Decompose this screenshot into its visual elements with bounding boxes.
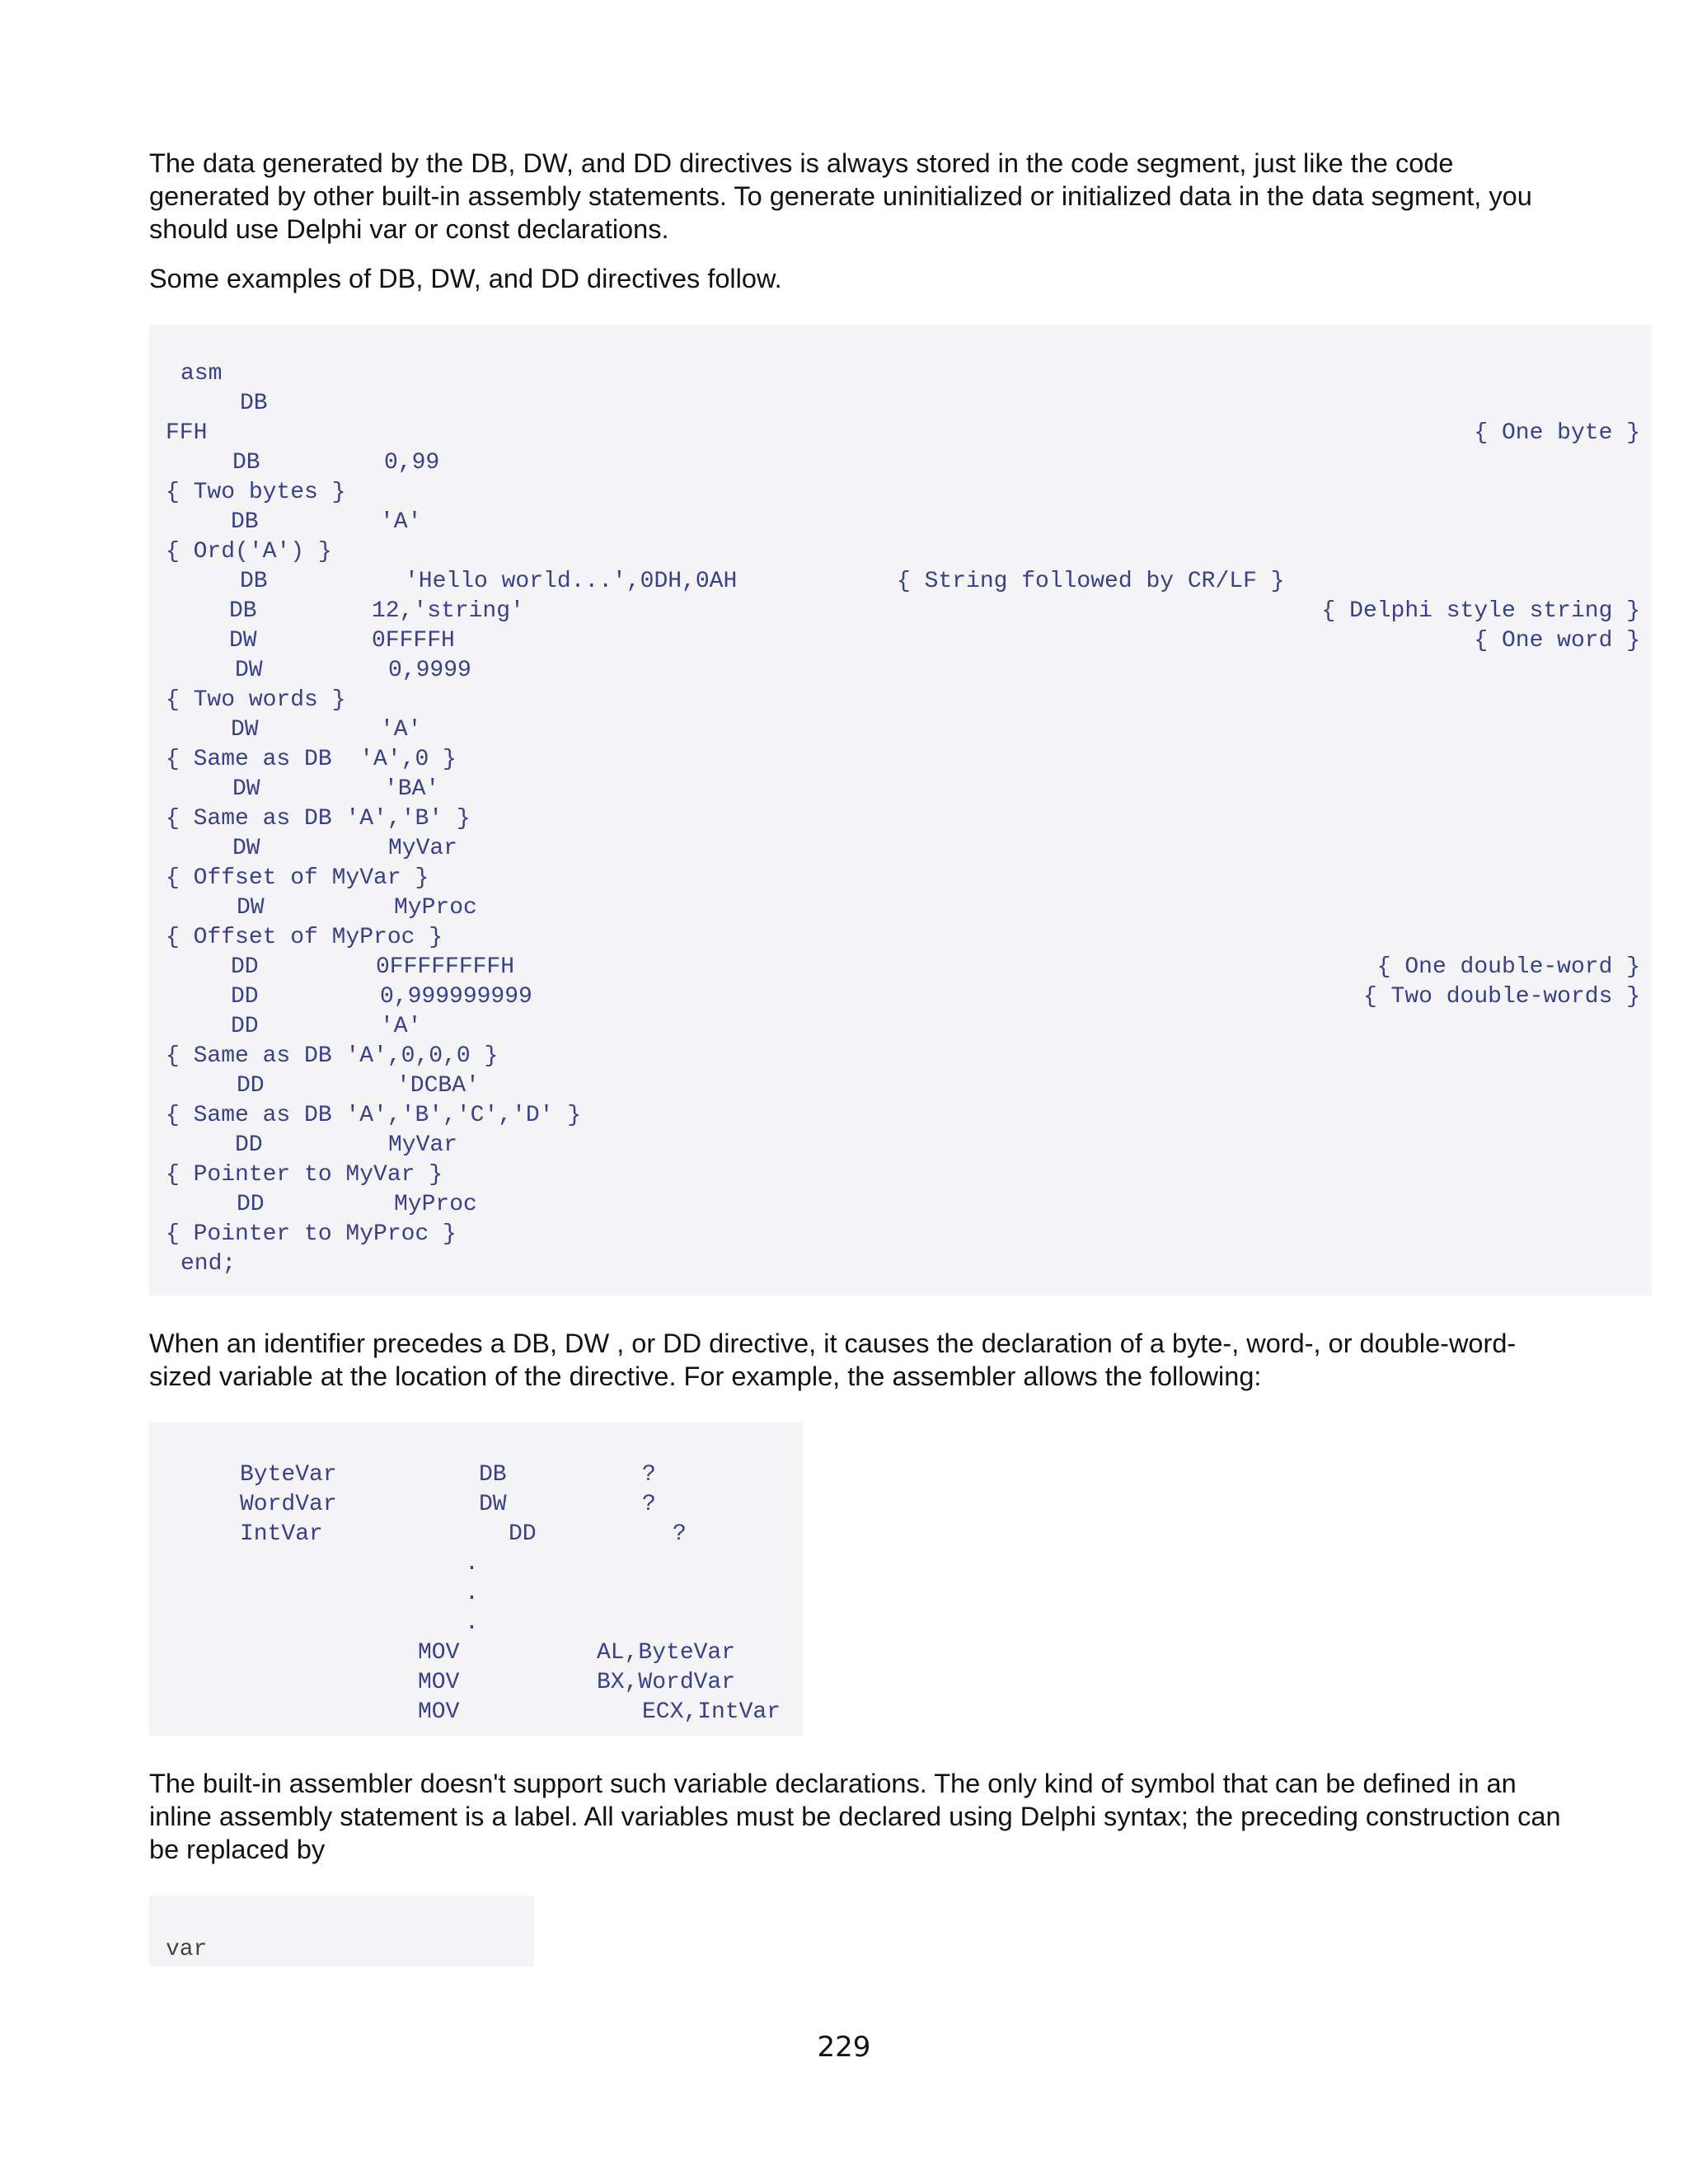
code-token: MyProc — [394, 895, 477, 921]
code-line — [149, 389, 1652, 419]
code-line — [149, 419, 1652, 448]
code-token: DW — [235, 658, 263, 683]
code-comment: { Same as DB 'A',0,0,0 } — [166, 1043, 499, 1069]
code-comment: { Pointer to MyProc } — [166, 1221, 457, 1247]
paragraph-data-directives-storage: The data generated by the DB, DW, and DD directives is always stored in the code segment, just like the code generated by other built-in assembly statements. To generate uninitialized or initialized data in the data segment, you should use Delphi var or const declarations. — [149, 148, 1532, 244]
code-token: DD — [235, 1132, 263, 1158]
code-line — [149, 775, 1652, 804]
code-comment: { Offset of MyVar } — [166, 865, 429, 891]
code-token: ? — [642, 1492, 656, 1517]
code-line — [149, 478, 1652, 508]
code-token: WordVar — [240, 1492, 337, 1517]
code-comment: { String followed by CR/LF } — [897, 569, 1285, 594]
code-line — [149, 1220, 1652, 1249]
paragraph-identifier-declaration: When an identifier precedes a DB, DW , or DD directive, it causes the declaration of a byte-, word-, or double-word-sized variable at the location of the directive. For example, the assembler allows the following: — [149, 1329, 1517, 1391]
code-line — [149, 1638, 803, 1668]
code-token: DB — [231, 509, 259, 535]
code-line — [149, 864, 1652, 893]
code-token: DD — [231, 984, 259, 1010]
code-token: MOV — [418, 1640, 460, 1666]
code-token: 0,9999 — [388, 658, 471, 683]
code-token: DW — [237, 895, 265, 921]
code-line — [149, 982, 1652, 1012]
code-token: DB — [232, 450, 260, 476]
code-line — [149, 359, 1652, 389]
code-line — [149, 1131, 1652, 1160]
code-token: asm — [181, 361, 223, 387]
code-token: 0,99 — [384, 450, 440, 476]
code-line — [149, 597, 1652, 626]
code-comment: { Two words } — [166, 687, 346, 713]
code-token: DW — [479, 1492, 507, 1517]
code-comment: { One double-word } — [1376, 954, 1640, 980]
code-token: ByteVar — [240, 1462, 337, 1488]
code-comment: { Same as DB 'A','B','C','D' } — [166, 1103, 582, 1128]
code-token: DD — [237, 1073, 265, 1099]
code-token: DD — [237, 1192, 265, 1217]
code-line — [149, 715, 1652, 745]
code-token: AL,ByteVar — [597, 1640, 736, 1666]
code-token: ? — [673, 1521, 687, 1547]
code-line — [149, 537, 1652, 567]
code-line — [149, 656, 1652, 686]
code-token: 'A' — [380, 717, 422, 743]
code-line — [149, 1460, 803, 1490]
code-line — [149, 1935, 534, 1965]
code-token: 'A' — [380, 1014, 422, 1039]
code-line — [149, 1249, 1652, 1279]
code-line — [149, 1042, 1652, 1071]
code-token: MyVar — [388, 836, 458, 861]
paragraph-delphi-syntax: The built-in assembler doesn't support such variable declarations. The only kind of symbol that can be defined in an inline assembly statement is a label. All variables must be declared using Delphi syntax; the preceding construction can be replaced by — [149, 1769, 1561, 1864]
code-comment: { Same as DB 'A',0 } — [166, 747, 457, 772]
code-line — [149, 953, 1652, 982]
code-line — [149, 745, 1652, 775]
code-token: 0FFFFFFFFH — [376, 954, 515, 980]
code-token: . — [465, 1551, 479, 1577]
code-token: MyProc — [394, 1192, 477, 1217]
code-token: 'DCBA' — [396, 1073, 480, 1099]
code-comment: { Delphi style string } — [1321, 598, 1640, 624]
code-token: 12,'string' — [372, 598, 524, 624]
code-comment: { Same as DB 'A','B' } — [166, 806, 471, 832]
code-line — [149, 567, 1652, 597]
code-comment: { Two bytes } — [166, 480, 346, 505]
code-line — [149, 804, 1652, 834]
code-line — [149, 448, 1652, 478]
code-line — [149, 834, 1652, 864]
code-token: 'Hello world...',0DH,0AH — [405, 569, 738, 594]
code-line — [149, 1668, 803, 1698]
code-token: IntVar — [240, 1521, 323, 1547]
code-token: 'A' — [380, 509, 422, 535]
code-token: FFH — [166, 420, 208, 446]
code-token: DB — [240, 569, 268, 594]
code-block-variable-declarations — [149, 1422, 803, 1736]
code-token: DB — [240, 391, 268, 416]
code-line — [149, 1549, 803, 1579]
code-token: ECX,IntVar — [642, 1699, 781, 1725]
code-token: 'BA' — [384, 776, 440, 802]
code-line — [149, 1609, 803, 1638]
paragraph-examples-intro: Some examples of DB, DW, and DD directives follow. — [149, 264, 782, 293]
code-line — [149, 1520, 803, 1549]
code-token: DD — [231, 954, 259, 980]
code-line — [149, 1490, 803, 1520]
code-token: 0,999999999 — [380, 984, 532, 1010]
code-line — [149, 626, 1652, 656]
code-token: 0FFFFH — [372, 628, 455, 654]
code-token: DW — [232, 836, 260, 861]
code-token: MOV — [418, 1699, 460, 1725]
code-token: DW — [231, 717, 259, 743]
code-token: DD — [231, 1014, 259, 1039]
code-token: end; — [181, 1251, 237, 1277]
code-token: . — [465, 1610, 479, 1636]
code-line — [149, 1698, 803, 1727]
code-line — [149, 1071, 1652, 1101]
code-token: DD — [509, 1521, 537, 1547]
code-comment: { One byte } — [1474, 420, 1640, 446]
code-token: DB — [479, 1462, 507, 1488]
code-line — [149, 1012, 1652, 1042]
code-comment: { Ord('A') } — [166, 539, 332, 565]
code-comment: { Pointer to MyVar } — [166, 1162, 443, 1188]
code-line — [149, 1160, 1652, 1190]
code-token: ? — [642, 1462, 656, 1488]
code-block-var — [149, 1896, 534, 1966]
code-block-directive-examples — [149, 325, 1652, 1296]
code-line — [149, 1190, 1652, 1220]
code-comment: { Offset of MyProc } — [166, 925, 443, 950]
code-token: DW — [229, 628, 257, 654]
code-token: DW — [232, 776, 260, 802]
code-line — [149, 686, 1652, 715]
code-comment: { One word } — [1474, 628, 1640, 654]
code-token: DB — [229, 598, 257, 624]
code-keyword-var: var — [166, 1937, 208, 1962]
page-number: 229 — [817, 2031, 871, 2064]
code-line — [149, 1579, 803, 1609]
code-comment: { Two double-words } — [1362, 984, 1640, 1010]
code-token: . — [465, 1581, 479, 1606]
code-token: MOV — [418, 1670, 460, 1695]
code-token: MyVar — [388, 1132, 458, 1158]
code-line — [149, 508, 1652, 537]
code-line — [149, 923, 1652, 953]
code-line — [149, 1101, 1652, 1131]
code-token: BX,WordVar — [597, 1670, 736, 1695]
code-line — [149, 893, 1652, 923]
